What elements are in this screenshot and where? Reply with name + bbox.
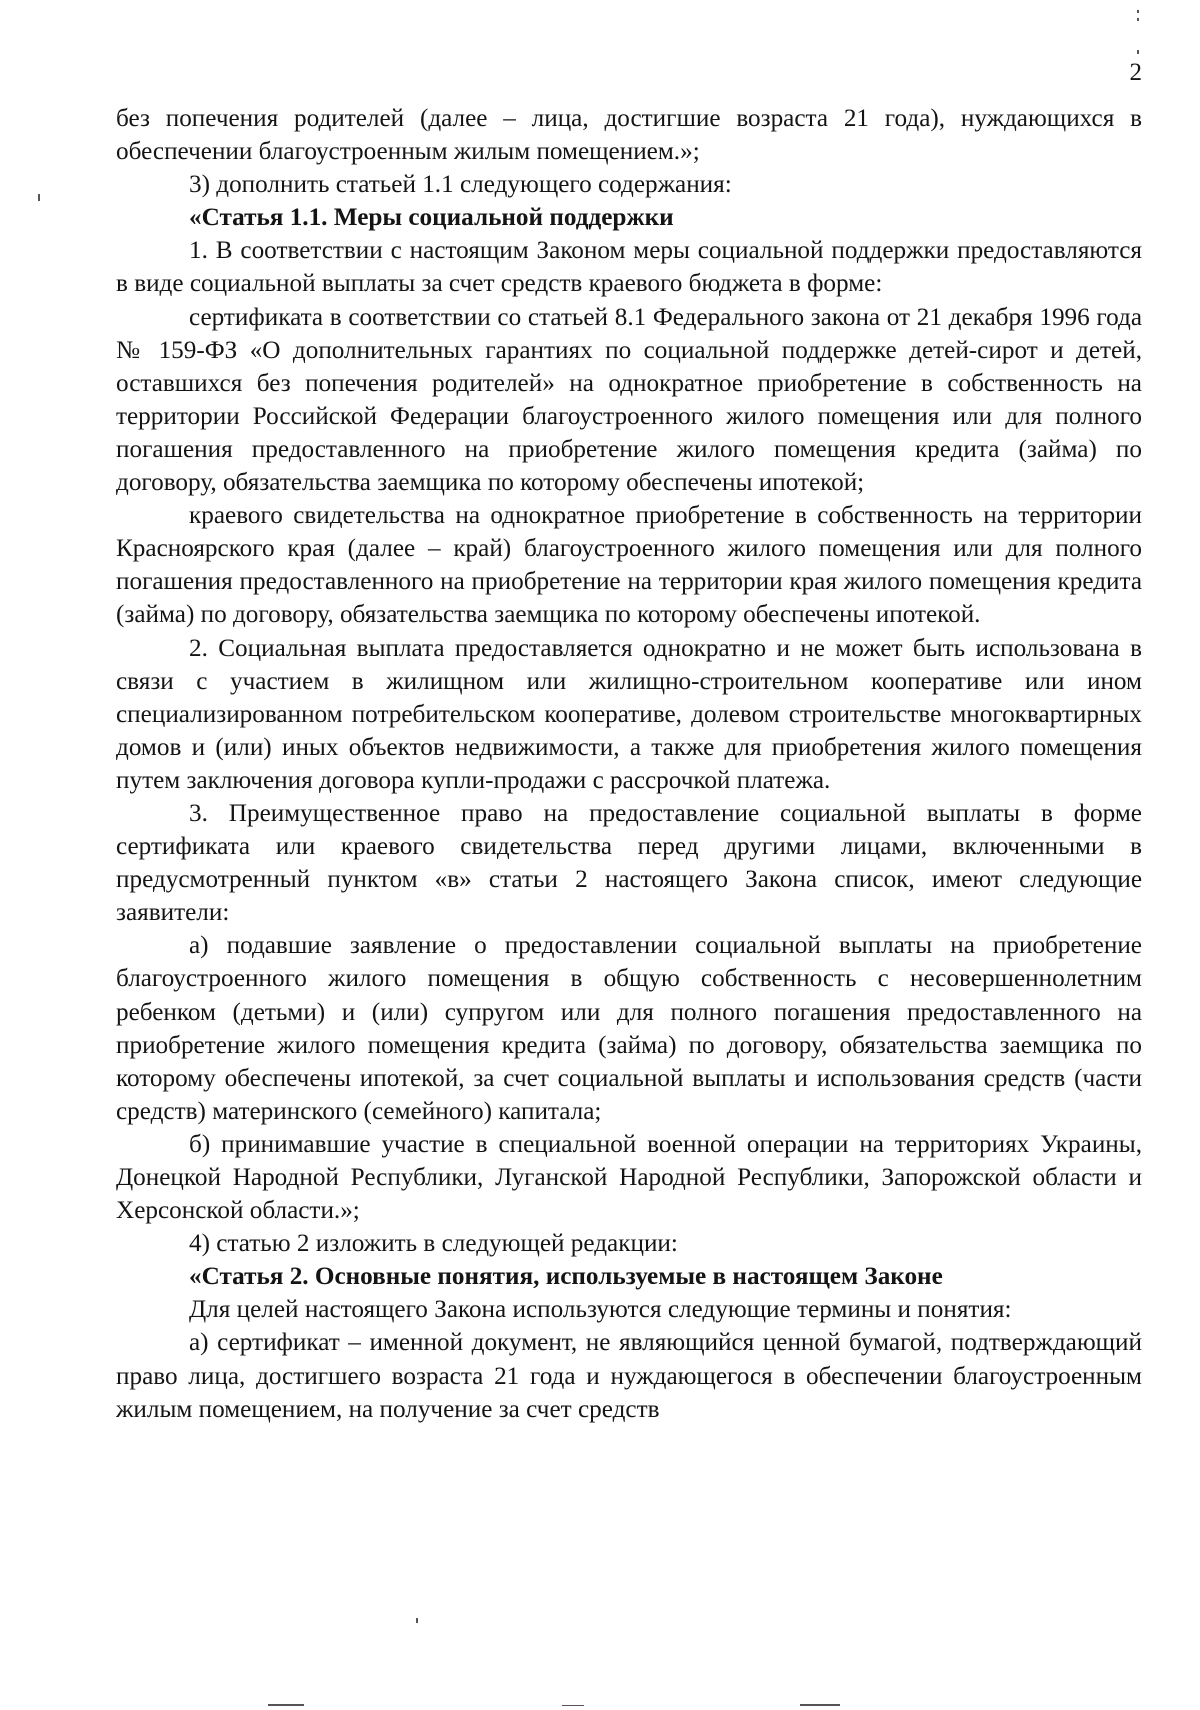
scan-speck [1137, 10, 1139, 13]
scan-speck [1137, 50, 1139, 54]
article-1-1-regional-certificate-item: краевого свидетельства на однократное приобретение в собственность на территории Красноярского края (далее – край) благоустроенного жилого помещения или для полного погашения предоставленного на приобретение на территории края жилого помещения кредита (займа) по договору, обязательства заемщика по которому обеспечены ипотекой. [116, 502, 1142, 629]
scan-speck [416, 1618, 418, 1623]
page-number: 2 [1129, 59, 1142, 86]
article-2-item-a: а) сертификат – именной документ, не являющийся ценной бумагой, подтверждающий право лица, достигшего возраста 21 года и нуждающегося в обеспечении благоустроенным жилым помещением, на получение за счет средств [116, 1329, 1142, 1423]
article-1-1-clause-3-item-a: а) подавшие заявление о предоставлении социальной выплаты на приобретение благоустроенного жилого помещения в общую собственность с несовершеннолетним ребенком (детьми) и (или) супругом или для полного погашения предоставленного на приобретение жилого помещения кредита (займа) по договору, обязательства заемщика по которому обеспечены ипотекой, за счет социальной выплаты и использования средств (части средств) материнского (семейного) капитала; [116, 932, 1142, 1125]
document-body [116, 102, 1142, 1426]
article-2-intro: Для целей настоящего Закона используются следующие термины и понятия: [189, 1296, 1012, 1324]
scan-speck [1137, 18, 1139, 21]
article-1-1-clause-1: 1. В соответствии с настоящим Законом меры социальной поддержки предоставляются в виде социальной выплаты за счет средств краевого бюджета в форме: [116, 237, 1142, 298]
article-1-1-clause-3: 3. Преимущественное право на предоставление социальной выплаты в форме сертификата или краевого свидетельства перед другими лицами, включенными в предусмотренный пунктом «в» статьи 2 настоящего Закона список, имеют следующие заявители: [116, 799, 1142, 927]
paragraph-amendment-3: 3) дополнить статьей 1.1 следующего содержания: [189, 171, 732, 199]
paragraph-amendment-4: 4) статью 2 изложить в следующей редакции: [189, 1230, 678, 1258]
scan-edge-mark [268, 1704, 304, 1706]
article-2-heading: «Статья 2. Основные понятия, используемые в настоящем Законе [189, 1263, 943, 1291]
article-1-1-certificate-item: сертификата в соответствии со статьей 8.1 Федерального закона от 21 декабря 1996 года № 159-ФЗ «О дополнительных гарантиях по социальной поддержке детей-сирот и детей, оставшихся без попечения родителей» на однократное приобретение в собственность на территории Российской Федерации благоустроенного жилого помещения или для полного погашения предоставленного на приобретение жилого помещения кредита (займа) по договору, обязательства заемщика по которому обеспечены ипотекой; [116, 303, 1142, 497]
scan-speck [38, 194, 40, 201]
article-1-1-heading: «Статья 1.1. Меры социальной поддержки [189, 204, 674, 232]
article-1-1-clause-2: 2. Социальная выплата предоставляется однократно и не может быть использована в связи с участием в жилищном или жилищно-строительном кооперативе или ином специализированном потребительском кооперативе, долевом строительстве многоквартирных домов и (или) иных объектов недвижимости, а также для приобретения жилого помещения путем заключения договора купли-продажи с рассрочкой платежа. [116, 634, 1142, 794]
paragraph-continuation: без попечения родителей (далее – лица, достигшие возраста 21 года), нуждающихся в обеспечении благоустроенным жилым помещением.»; [116, 105, 1142, 166]
scan-edge-mark [562, 1705, 584, 1706]
scan-edge-mark [800, 1704, 840, 1706]
article-1-1-clause-3-item-b: б) принимавшие участие в специальной военной операции на территориях Украины, Донецкой Народной Республики, Луганской Народной Республики, Запорожской области и Херсонской области.»; [116, 1130, 1142, 1225]
